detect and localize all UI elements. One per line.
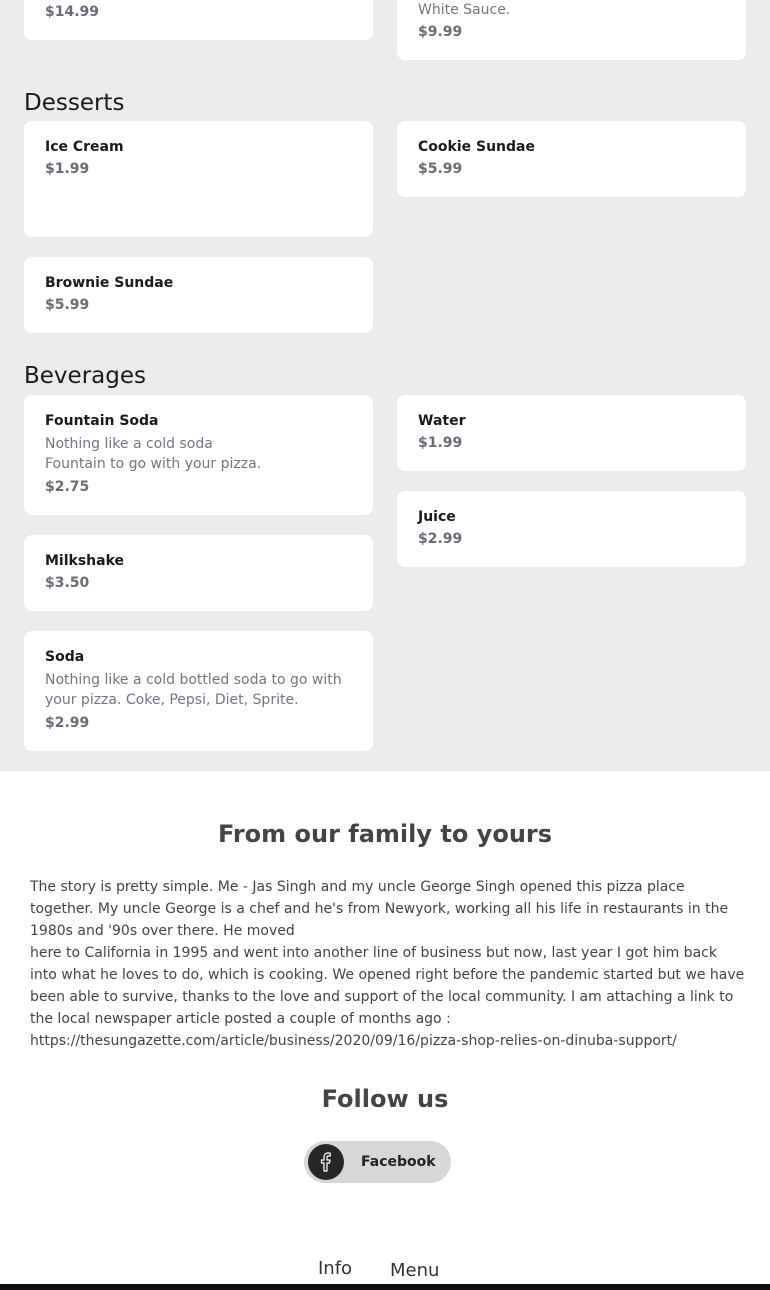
menu-item-card[interactable]: [24, 0, 373, 40]
story-paragraph: here to California in 1995 and went into another line of business but now, last year I got him back into what he loves to do, which is cooking. We opened right before the pandemic started but we have been able to survive, thanks to the love and support of the local community. I am attaching a link to the local newspaper article posted a couple of months ago : https://thesungazette.com/article/business/2020/09/16/pizza-shop-relies-on-dinuba-support/: [30, 945, 745, 1049]
nav-info-link[interactable]: Info: [318, 1258, 353, 1279]
menu-item-juice[interactable]: [397, 491, 746, 567]
menu-item-milkshake[interactable]: [24, 535, 373, 611]
item-description: [45, 434, 352, 474]
item-price: $2.99: [418, 531, 463, 547]
follow-title: Follow us: [321, 1085, 449, 1113]
about-title: From our family to yours: [217, 820, 553, 848]
item-description: White Sauce.: [418, 2, 511, 18]
item-description-line: Fountain to go with your pizza.: [45, 456, 262, 472]
item-name: Cookie Sundae: [418, 139, 535, 155]
item-description-line: Nothing like a cold soda: [45, 436, 213, 452]
nav-menu-link[interactable]: Menu: [390, 1260, 440, 1281]
item-price: $14.99: [45, 4, 100, 20]
item-price: $2.99: [45, 715, 90, 731]
item-price: $3.50: [45, 575, 90, 591]
item-name: Ice Cream: [45, 139, 124, 155]
item-name: Water: [418, 413, 466, 429]
section-title-desserts: Desserts: [24, 90, 125, 116]
facebook-label: Facebook: [361, 1154, 436, 1170]
story-text: [30, 876, 745, 1052]
menu-item-card[interactable]: [397, 0, 746, 60]
menu-item-water[interactable]: [397, 395, 746, 471]
item-price: $9.99: [418, 24, 463, 40]
item-price: $1.99: [418, 435, 463, 451]
section-title-beverages: Beverages: [24, 363, 146, 389]
story-paragraph: The story is pretty simple. Me - Jas Singh and my uncle George Singh opened this pizza place together. My uncle George is a chef and he's from Newyork, working all his life in restaurants in the 1980s and '90s over there. He moved: [30, 879, 729, 939]
facebook-icon: [308, 1144, 344, 1180]
item-description: [45, 670, 352, 710]
item-name: Milkshake: [45, 553, 125, 569]
item-price: $1.99: [45, 161, 90, 177]
item-name: Soda: [45, 649, 85, 665]
item-price: $5.99: [418, 161, 463, 177]
menu-item-soda[interactable]: [24, 631, 373, 751]
item-name: Fountain Soda: [45, 413, 159, 429]
menu-item-ice-cream[interactable]: [24, 121, 373, 237]
item-price: $5.99: [45, 297, 90, 313]
item-name: Juice: [418, 509, 456, 525]
item-description-line: Nothing like a cold bottled soda to go with: [45, 672, 342, 688]
bottom-bar: [0, 1284, 770, 1290]
item-name: Brownie Sundae: [45, 275, 174, 291]
facebook-button[interactable]: [304, 1141, 451, 1183]
menu-item-cookie-sundae[interactable]: [397, 121, 746, 197]
item-price: $2.75: [45, 479, 90, 495]
menu-item-fountain-soda[interactable]: [24, 395, 373, 515]
item-description-line: your pizza. Coke, Pepsi, Diet, Sprite.: [45, 692, 299, 708]
menu-item-brownie-sundae[interactable]: [24, 257, 373, 333]
